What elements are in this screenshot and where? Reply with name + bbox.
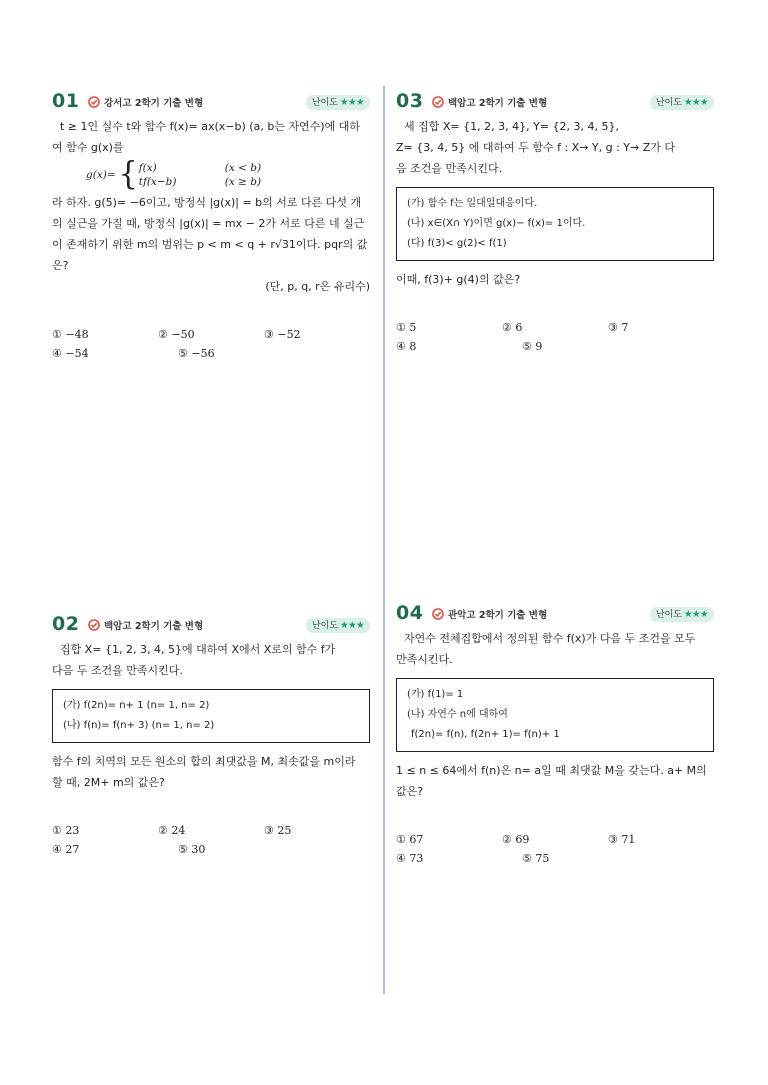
piecewise-cases	[139, 161, 261, 189]
star-icon: ★★★	[683, 97, 708, 108]
choice-item[interactable]: ⑤ 75	[522, 852, 550, 865]
text-line: 라 하자. g(5)= −6이고, 방정식 |g(x)| = b의 서로 다른 다섯 개	[52, 196, 362, 209]
check-badge-icon	[432, 96, 444, 108]
problem-number: 03	[396, 90, 424, 112]
problem-source: 관악고 2학기 기출 변형	[448, 610, 548, 621]
text-line: 은?	[52, 259, 69, 272]
piecewise-lhs: g(x)=	[86, 168, 116, 181]
choice-item[interactable]: ⑤ −56	[178, 347, 215, 360]
choice-item[interactable]: ③ −52	[264, 328, 301, 341]
choice-item[interactable]: ② 6	[502, 321, 523, 334]
text-line: Z= {3, 4, 5} 에 대하여 두 함수 f : X→ Y, g : Y→ Z가 다	[396, 141, 676, 154]
question-text: 값은?	[396, 785, 424, 798]
problem-source: 백암고 2학기 기출 변형	[104, 621, 204, 632]
condition-item: (가) 함수 f는 일대일대응이다.	[407, 198, 538, 209]
text-line: 집합 X= {1, 2, 3, 4, 5}에 대하여 X에서 X로의 함수 f가	[60, 643, 336, 656]
text-line: 다음 두 조건을 만족시킨다.	[52, 664, 183, 677]
choice-item[interactable]: ⑤ 9	[522, 340, 543, 353]
choice-item[interactable]: ① −48	[52, 328, 89, 341]
piecewise-function	[86, 156, 370, 193]
condition-box	[396, 678, 714, 752]
problem-header	[52, 613, 370, 637]
text-line: t ≥ 1인 실수 t와 함수 f(x)= ax(x−b) (a, b는 자연수)에 대하	[60, 120, 360, 133]
choice-item[interactable]: ④ −54	[52, 347, 89, 360]
text-line: 의 실근을 가질 때, 방정식 |g(x)| = mx − 2가 서로 다른 네 실근	[52, 217, 365, 230]
case-expr: f(x)	[138, 162, 157, 174]
brace-icon: {	[118, 156, 138, 193]
condition-box	[396, 187, 714, 261]
difficulty-badge	[306, 618, 370, 633]
problem-text	[52, 639, 370, 793]
check-badge-icon	[88, 619, 100, 631]
problem-03	[396, 90, 714, 356]
choice-item[interactable]: ④ 27	[52, 843, 80, 856]
condition-item: (다) f(3)< g(2)< f(1)	[407, 238, 507, 249]
difficulty-badge	[650, 607, 714, 622]
column-divider	[383, 86, 385, 994]
choice-item[interactable]: ① 67	[396, 833, 424, 846]
problem-04	[396, 602, 714, 868]
difficulty-label: 난이도	[311, 98, 338, 108]
check-badge-icon	[88, 96, 100, 108]
difficulty-label: 난이도	[311, 621, 338, 631]
choice-item[interactable]: ③ 71	[608, 833, 636, 846]
check-badge-icon	[432, 608, 444, 620]
star-icon: ★★★	[339, 620, 364, 631]
question-text: 이때, f(3)+ g(4)의 값은?	[396, 273, 521, 286]
difficulty-badge	[306, 95, 370, 110]
condition-item: (나) x∈(X∩ Y)이면 g(x)− f(x)= 1이다.	[407, 218, 586, 229]
case-expr: tf(x−b)	[138, 176, 177, 188]
choice-item[interactable]: ① 5	[396, 321, 417, 334]
answer-choices	[52, 325, 370, 363]
star-icon: ★★★	[683, 609, 708, 620]
choice-item[interactable]: ② 69	[502, 833, 530, 846]
condition-item: f(2n)= f(n), f(2n+ 1)= f(n)+ 1	[411, 729, 560, 740]
choice-item[interactable]: ④ 73	[396, 852, 424, 865]
problem-text	[52, 116, 370, 297]
choice-item[interactable]: ① 23	[52, 824, 80, 837]
question-text: 1 ≤ n ≤ 64에서 f(n)은 n= a일 때 최댓값 M을 갖는다. a+ M의	[396, 764, 707, 777]
difficulty-label: 난이도	[655, 610, 682, 620]
problem-source: 강서고 2학기 기출 변형	[104, 98, 204, 109]
question-text: 함수 f의 치역의 모든 원소의 합의 최댓값을 M, 최솟값을 m이라	[52, 755, 356, 768]
choice-item[interactable]: ② −50	[158, 328, 195, 341]
answer-choices	[396, 318, 714, 356]
condition-item: (가) f(1)= 1	[407, 689, 464, 700]
problem-text	[396, 628, 714, 802]
text-line: 이 존재하기 위한 m의 범위는 p < m < q + r√31이다. pqr의 값	[52, 238, 368, 251]
text-line: 음 조건을 만족시킨다.	[396, 162, 503, 175]
choice-item[interactable]: ④ 8	[396, 340, 417, 353]
problem-header	[396, 90, 714, 114]
answer-choices	[396, 830, 714, 868]
problem-number: 01	[52, 90, 80, 112]
difficulty-label: 난이도	[655, 98, 682, 108]
problem-01	[52, 90, 370, 363]
problem-text	[396, 116, 714, 290]
choice-item[interactable]: ③ 25	[264, 824, 292, 837]
case-cond: (x ≥ b)	[224, 176, 262, 188]
problem-source: 백암고 2학기 기출 변형	[448, 98, 548, 109]
choice-item[interactable]: ⑤ 30	[178, 843, 206, 856]
condition-item: (가) f(2n)= n+ 1 (n= 1, n= 2)	[63, 700, 210, 711]
question-text: 할 때, 2M+ m의 값은?	[52, 776, 165, 789]
condition-box	[52, 689, 370, 743]
choice-item[interactable]: ③ 7	[608, 321, 629, 334]
text-line: 만족시킨다.	[396, 653, 453, 666]
case-cond: (x < b)	[224, 162, 262, 174]
problem-number: 02	[52, 613, 80, 635]
answer-choices	[52, 821, 370, 859]
condition-item: (나) 자연수 n에 대하여	[407, 709, 508, 720]
problem-header	[396, 602, 714, 626]
choice-item[interactable]: ② 24	[158, 824, 186, 837]
star-icon: ★★★	[339, 97, 364, 108]
problem-02	[52, 613, 370, 859]
problem-note: (단, p, q, r은 유리수)	[265, 280, 370, 293]
text-line: 자연수 전체집합에서 정의된 함수 f(x)가 다음 두 조건을 모두	[404, 632, 696, 645]
text-line: 여 함수 g(x)를	[52, 141, 124, 154]
condition-item: (나) f(n)= f(n+ 3) (n= 1, n= 2)	[63, 720, 215, 731]
problem-number: 04	[396, 602, 424, 624]
problem-header	[52, 90, 370, 114]
text-line: 세 집합 X= {1, 2, 3, 4}, Y= {2, 3, 4, 5},	[404, 120, 619, 133]
difficulty-badge	[650, 95, 714, 110]
